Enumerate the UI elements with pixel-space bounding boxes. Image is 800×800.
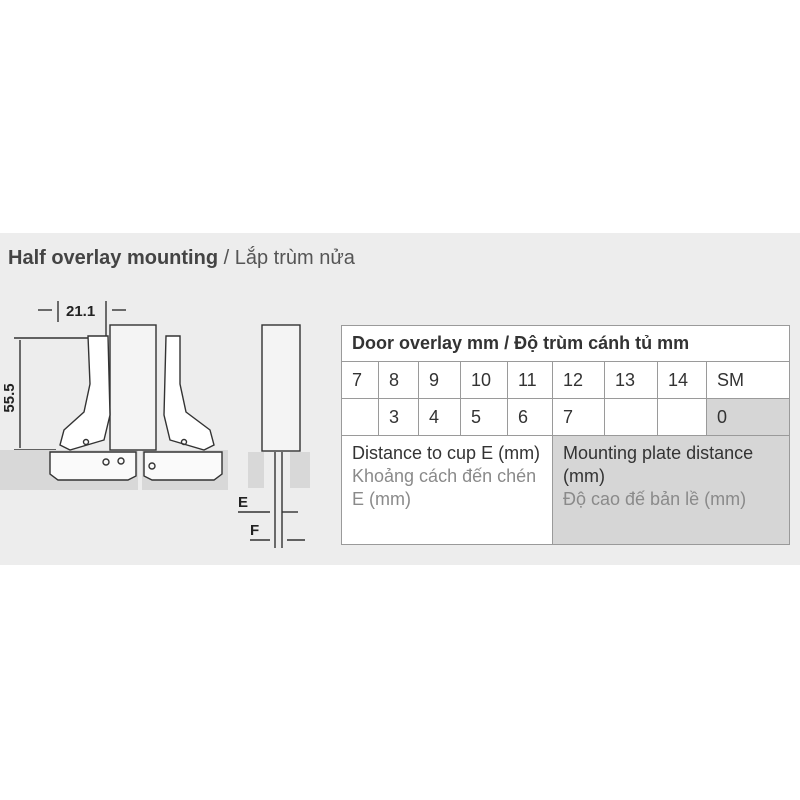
mounting-plate-left <box>50 452 136 480</box>
distance-cell: 5 <box>461 399 508 436</box>
distance-cell-sm: 0 <box>707 399 790 436</box>
title-bold: Half overlay mounting <box>8 247 219 269</box>
distance-cell: 3 <box>379 399 419 436</box>
door-panel <box>110 325 156 450</box>
overlay-cell: 10 <box>461 362 508 399</box>
desc-left-en: Distance to cup E (mm) <box>352 443 541 463</box>
side-cabinet-left <box>248 452 264 488</box>
distance-cell <box>658 399 707 436</box>
overlay-cell: 14 <box>658 362 707 399</box>
distance-cell: 6 <box>508 399 553 436</box>
table-header <box>342 326 790 362</box>
header-bold: Door overlay mm <box>352 333 500 353</box>
overlay-cell: 13 <box>605 362 658 399</box>
dim-width-label: 21.1 <box>66 303 96 320</box>
overlay-cell: 7 <box>342 362 379 399</box>
title-rest: Lắp trùm nửa <box>234 247 355 269</box>
side-door <box>262 325 300 451</box>
distance-to-cup-description <box>342 436 553 545</box>
distance-cell: 7 <box>553 399 605 436</box>
header-rest: / Độ trùm cánh tủ mm <box>504 333 690 353</box>
overlay-cell: 11 <box>508 362 553 399</box>
dim-height-label: 55.5 <box>1 383 18 413</box>
label-e: E <box>238 494 249 511</box>
hinge-diagram <box>0 290 340 560</box>
page-title <box>8 247 355 270</box>
desc-right-en: Mounting plate distance (mm) <box>563 443 754 486</box>
overlay-table <box>341 325 790 545</box>
overlay-cell-sm: SM <box>707 362 790 399</box>
label-f: F <box>250 522 260 539</box>
desc-left-vi: Khoảng cách đến chén E (mm) <box>352 466 537 509</box>
distance-row <box>342 399 790 436</box>
distance-cell <box>605 399 658 436</box>
hinge-arm-right <box>164 336 214 450</box>
distance-cell <box>342 399 379 436</box>
title-separator: / <box>223 247 230 269</box>
overlay-cell: 9 <box>419 362 461 399</box>
side-cabinet-right <box>290 452 310 488</box>
distance-cell: 4 <box>419 399 461 436</box>
hinge-arm-left <box>60 336 110 450</box>
overlay-row <box>342 362 790 399</box>
desc-right-vi: Độ cao đế bản lề (mm) <box>563 489 747 509</box>
overlay-cell: 12 <box>553 362 605 399</box>
mounting-plate-description <box>553 436 790 545</box>
overlay-cell: 8 <box>379 362 419 399</box>
